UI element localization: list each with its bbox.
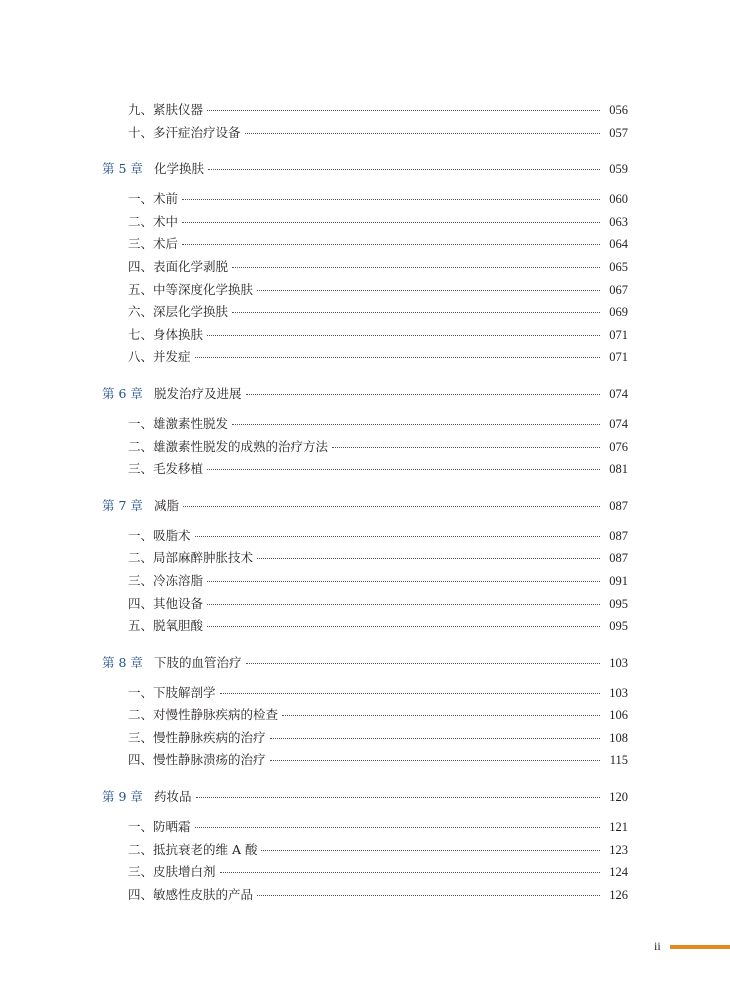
entry-title: 三、冷冻溶脂 — [128, 572, 204, 588]
page-ref: 067 — [609, 282, 628, 297]
entry-title: 六、深层化学换肤 — [128, 304, 229, 320]
toc-entry-row[interactable] — [102, 525, 628, 548]
page-ref: 095 — [609, 619, 628, 634]
entry-title: 二、术中 — [128, 213, 179, 229]
dot-leader — [232, 424, 600, 425]
page-ref: 121 — [609, 820, 628, 835]
entry-title: 三、皮肤增白剂 — [128, 864, 216, 880]
chapter-title: 化学换肤 — [154, 161, 205, 177]
page-ref: 056 — [609, 103, 628, 117]
entry-title: 二、雄激素性脱发的成熟的治疗方法 — [128, 438, 329, 454]
entry-title: 五、中等深度化学换肤 — [128, 281, 254, 297]
dot-leader — [195, 357, 600, 358]
toc-entry-row[interactable] — [102, 233, 628, 256]
page-ref: 103 — [609, 685, 628, 700]
page-ref: 087 — [609, 528, 628, 543]
page-ref: 065 — [609, 259, 628, 274]
toc-entry-row[interactable] — [102, 749, 628, 772]
dot-leader — [261, 850, 600, 851]
dot-leader — [245, 133, 600, 134]
dot-leader — [257, 558, 600, 559]
toc-entry-row[interactable] — [102, 436, 628, 459]
toc-entry-row[interactable] — [102, 324, 628, 347]
entry-title: 一、雄激素性脱发 — [128, 415, 229, 431]
page-ref: 069 — [609, 305, 628, 320]
dot-leader — [183, 506, 600, 507]
toc-entry-row[interactable] — [102, 99, 628, 122]
dot-leader — [220, 693, 600, 694]
entry-title: 四、其他设备 — [128, 595, 204, 611]
entry-title: 七、身体换肤 — [128, 326, 204, 342]
dot-leader — [182, 222, 600, 223]
chapter-number: 第 6 章 — [102, 385, 143, 401]
dot-leader — [220, 872, 600, 873]
chapter-number: 第 5 章 — [102, 161, 143, 177]
page-ref: 124 — [609, 865, 628, 880]
chapter-number: 第 9 章 — [102, 789, 143, 805]
toc-chapter-row[interactable] — [102, 495, 628, 518]
chapter-title: 减脂 — [154, 497, 180, 513]
chapter-number: 第 7 章 — [102, 497, 143, 513]
dot-leader — [195, 536, 600, 537]
toc-entry-row[interactable] — [102, 211, 628, 234]
entry-title: 二、对慢性静脉疾病的检查 — [128, 707, 279, 723]
dot-leader — [196, 797, 600, 798]
entry-title: 十、多汗症治疗设备 — [128, 124, 241, 140]
dot-leader — [207, 604, 600, 605]
chapter-number: 第 8 章 — [102, 654, 143, 670]
dot-leader — [332, 447, 600, 448]
dot-leader — [207, 469, 600, 470]
toc-entry-row[interactable] — [102, 256, 628, 279]
dot-leader — [208, 169, 600, 170]
page-ref: 064 — [609, 237, 628, 252]
page-ref: 087 — [609, 551, 628, 566]
page-ref: 063 — [609, 214, 628, 229]
toc-entry-row[interactable] — [102, 593, 628, 616]
entry-title: 五、脱氧胆酸 — [128, 618, 204, 634]
chapter-title: 药妆品 — [154, 789, 192, 805]
toc-chapter-row[interactable] — [102, 652, 628, 675]
entry-title: 三、慢性静脉疾病的治疗 — [128, 729, 266, 745]
page-ref: 123 — [609, 842, 628, 857]
dot-leader — [257, 290, 600, 291]
table-of-contents — [102, 99, 628, 906]
dot-leader — [257, 895, 600, 896]
page-ref: 057 — [609, 125, 628, 140]
page-ref: 095 — [609, 596, 628, 611]
page-ref: 126 — [609, 887, 628, 902]
toc-entry-row[interactable] — [102, 570, 628, 593]
toc-entry-row[interactable] — [102, 839, 628, 862]
page-ref: 076 — [609, 439, 628, 454]
dot-leader — [207, 626, 600, 627]
entry-title: 三、毛发移植 — [128, 461, 204, 477]
dot-leader — [207, 110, 600, 111]
toc-entry-row[interactable] — [102, 458, 628, 481]
page-ref: 074 — [609, 386, 628, 401]
dot-leader — [207, 581, 600, 582]
page-ref: 081 — [609, 462, 628, 477]
toc-chapter-row[interactable] — [102, 786, 628, 809]
page-ref: 087 — [609, 498, 628, 513]
page-ref: 060 — [609, 192, 628, 207]
entry-title: 三、术后 — [128, 236, 179, 252]
toc-entry-row[interactable] — [102, 861, 628, 884]
toc-entry-row[interactable] — [102, 547, 628, 570]
entry-title: 九、紧肤仪器 — [128, 102, 204, 117]
toc-entry-row[interactable] — [102, 413, 628, 436]
dot-leader — [282, 715, 600, 716]
dot-leader — [232, 267, 600, 268]
toc-entry-row[interactable] — [102, 301, 628, 324]
toc-entry-row[interactable] — [102, 727, 628, 750]
entry-title: 一、下肢解剖学 — [128, 684, 216, 700]
page-ref: 074 — [609, 416, 628, 431]
toc-chapter-row[interactable] — [102, 158, 628, 181]
dot-leader — [207, 335, 600, 336]
page-ref: 108 — [609, 730, 628, 745]
page-ref: 103 — [609, 655, 628, 670]
page-ref: 106 — [609, 708, 628, 723]
footer-accent-bar — [670, 945, 730, 949]
toc-entry-row[interactable] — [102, 346, 628, 369]
dot-leader — [182, 199, 600, 200]
toc-entry-row[interactable] — [102, 816, 628, 839]
entry-title: 八、并发症 — [128, 349, 191, 365]
dot-leader — [270, 760, 600, 761]
page-ref: 071 — [609, 350, 628, 365]
dot-leader — [246, 663, 600, 664]
chapter-title: 下肢的血管治疗 — [154, 654, 242, 670]
page-number: ii — [654, 939, 661, 953]
entry-title: 四、慢性静脉溃疡的治疗 — [128, 752, 266, 768]
page-ref: 059 — [609, 162, 628, 177]
entry-title: 一、术前 — [128, 191, 179, 207]
toc-entry-row[interactable] — [102, 682, 628, 705]
entry-title: 四、敏感性皮肤的产品 — [128, 886, 254, 902]
page-ref: 120 — [609, 790, 628, 805]
toc-entry-row[interactable] — [102, 122, 628, 145]
toc-entry-row[interactable] — [102, 188, 628, 211]
page-ref: 071 — [609, 327, 628, 342]
toc-chapter-row[interactable] — [102, 383, 628, 406]
toc-entry-row[interactable] — [102, 615, 628, 638]
dot-leader — [246, 394, 600, 395]
page-ref: 091 — [609, 573, 628, 588]
toc-entry-row[interactable] — [102, 704, 628, 727]
dot-leader — [270, 738, 600, 739]
entry-title: 一、吸脂术 — [128, 527, 191, 543]
dot-leader — [232, 312, 600, 313]
entry-title: 四、表面化学剥脱 — [128, 258, 229, 274]
chapter-title: 脱发治疗及进展 — [154, 385, 242, 401]
dot-leader — [195, 827, 600, 828]
entry-title: 二、局部麻醉肿胀技术 — [128, 550, 254, 566]
dot-leader — [182, 244, 600, 245]
toc-entry-row[interactable] — [102, 884, 628, 907]
entry-title: 二、抵抗衰老的维 A 酸 — [128, 841, 258, 857]
toc-entry-row[interactable] — [102, 279, 628, 302]
page-ref: 115 — [609, 753, 628, 768]
entry-title: 一、防晒霜 — [128, 819, 191, 835]
